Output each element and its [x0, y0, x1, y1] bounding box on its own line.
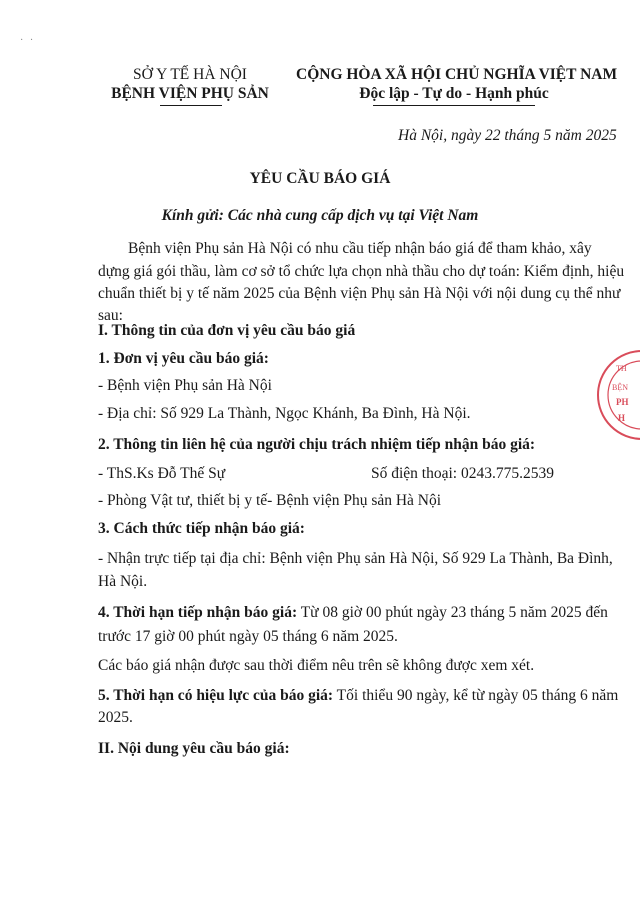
contact-phone: Số điện thoại: 0243.775.2539	[371, 465, 554, 482]
item-2-heading: 2. Thông tin liên hệ của người chịu trách nhiệm tiếp nhận báo giá:	[98, 436, 536, 453]
item-4-heading: 4. Thời hạn tiếp nhận báo giá:	[98, 604, 298, 621]
item-1-line-1: - Bệnh viện Phụ sản Hà Nội	[98, 377, 272, 394]
item-3-line-2: Hà Nội.	[98, 573, 148, 590]
document-title: YÊU CẦU BÁO GIÁ	[249, 170, 391, 187]
contact-person: - ThS.Ks Đỗ Thế Sự	[98, 465, 226, 482]
item-4-text-1: Từ 08 giờ 00 phút ngày 23 tháng 5 năm 2025 đến	[297, 604, 608, 621]
item-5-text-1: Tối thiểu 90 ngày, kể từ ngày 05 tháng 6 năm	[333, 687, 619, 704]
seal-text-4: H	[618, 413, 626, 423]
section-1-heading: I. Thông tin của đơn vị yêu cầu báo giá	[98, 322, 356, 339]
seal-text-2: BỆN	[612, 383, 628, 392]
item-5-heading: 5. Thời hạn có hiệu lực của báo giá:	[98, 687, 334, 704]
scan-dots: · ·	[20, 35, 36, 46]
intro-line-4: sau:	[98, 307, 123, 324]
contact-department: - Phòng Vật tư, thiết bị y tế- Bệnh viện Phụ sản Hà Nội	[98, 492, 442, 509]
intro-line-3: chuẩn thiết bị y tế năm 2025 của Bệnh viện Phụ sản Hà Nội với nội dung cụ thể như	[98, 285, 621, 302]
date-line: Hà Nội, ngày 22 tháng 5 năm 2025	[398, 127, 617, 144]
item-4-text-2: trước 17 giờ 00 phút ngày 05 tháng 6 năm 2025.	[98, 628, 398, 645]
item-5-line-1	[98, 687, 618, 705]
seal-text-3: PH	[616, 397, 629, 407]
right-header-rule	[373, 105, 535, 106]
seal-text-1: TH	[616, 364, 627, 373]
hospital-name: BỆNH VIỆN PHỤ SẢN	[111, 85, 269, 102]
republic-name: CỘNG HÒA XÃ HỘI CHỦ NGHĨA VIỆT NAM	[296, 66, 618, 83]
section-2-heading: II. Nội dung yêu cầu báo giá:	[98, 740, 290, 757]
hospital-seal-stamp	[592, 345, 640, 445]
item-3-line-1: - Nhận trực tiếp tại địa chỉ: Bệnh viện Phụ sản Hà Nội, Số 929 La Thành, Ba Đình,	[98, 550, 613, 567]
left-header-rule	[160, 105, 222, 106]
item-4-note: Các báo giá nhận được sau thời điểm nêu trên sẽ không được xem xét.	[98, 657, 535, 674]
agency-name: SỞ Y TẾ HÀ NỘI	[133, 66, 247, 83]
intro-line-1: Bệnh viện Phụ sản Hà Nội có nhu cầu tiếp nhận báo giá để tham khảo, xây	[128, 240, 592, 257]
recipient-line: Kính gửi: Các nhà cung cấp dịch vụ tại Việt Nam	[161, 207, 479, 224]
item-1-heading: 1. Đơn vị yêu cầu báo giá:	[98, 350, 269, 367]
national-motto: Độc lập - Tự do - Hạnh phúc	[359, 85, 549, 102]
item-5-text-2: 2025.	[98, 709, 133, 726]
item-4-line-1	[98, 604, 608, 622]
item-1-line-2: - Địa chỉ: Số 929 La Thành, Ngọc Khánh, Ba Đình, Hà Nội.	[98, 405, 471, 422]
intro-line-2: dựng giá gói thầu, làm cơ sở tổ chức lựa chọn nhà thầu cho dự toán: Kiểm định, hiệu	[98, 263, 625, 280]
item-3-heading: 3. Cách thức tiếp nhận báo giá:	[98, 520, 305, 537]
